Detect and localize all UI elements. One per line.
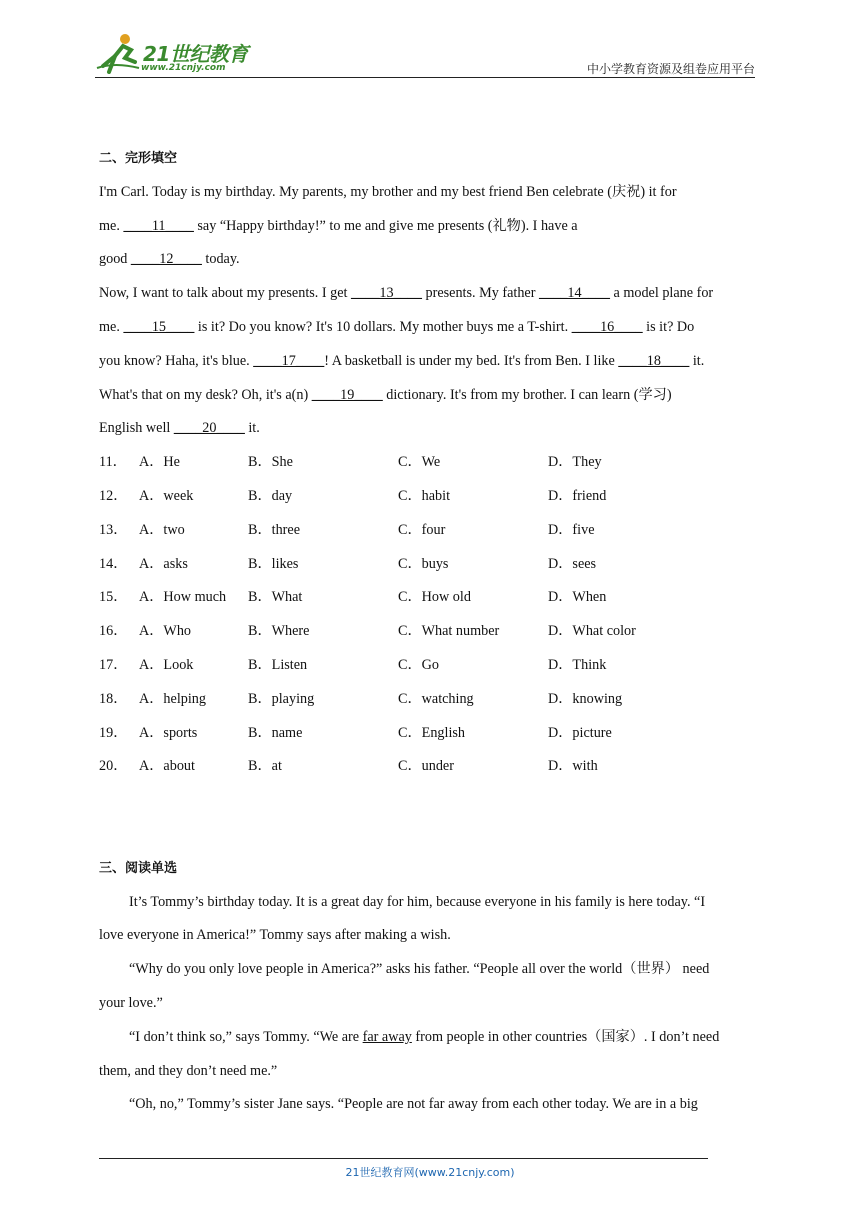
option-b[interactable]: B．Where [248, 623, 310, 640]
runner-icon [95, 32, 141, 74]
question-number: 19． [99, 724, 128, 741]
passage-text: I'm Carl. Today is my birthday. My parents, my brother and my best friend Ben celebrate (庆祝) it for [99, 183, 677, 200]
blank-12: ____12____ [130, 251, 202, 268]
option-a[interactable]: A．asks [139, 555, 188, 572]
option-d[interactable]: D．picture [548, 724, 612, 741]
question-list [99, 446, 763, 784]
site-logo[interactable] [95, 30, 295, 76]
passage-text: English well [99, 420, 174, 437]
passage-line: It’s Tommy’s birthday today. It is a great day for him, because everyone in his family is here today. “I [129, 893, 706, 910]
question-row [99, 581, 763, 615]
option-a[interactable]: A．two [139, 521, 185, 538]
passage-line: your love.” [99, 994, 163, 1011]
footer-divider [99, 1158, 708, 1159]
passage-line [99, 1021, 763, 1055]
question-row [99, 683, 763, 717]
option-b[interactable]: B．Listen [248, 656, 308, 673]
passage-line [99, 412, 763, 446]
passage-text: dictionary. It's from my brother. I can learn (学习) [382, 386, 672, 403]
blank-15: ____15____ [123, 318, 195, 335]
underlined-phrase: far away [362, 1028, 412, 1045]
question-number: 11． [99, 454, 127, 471]
passage-text: is it? Do you know? It's 10 dollars. My mother buys me a T-shirt. [194, 318, 572, 335]
passage-line [99, 277, 763, 311]
page-header [95, 30, 755, 78]
passage-line [99, 379, 763, 413]
option-b[interactable]: B．likes [248, 555, 299, 572]
option-a[interactable]: A．week [139, 487, 194, 504]
passage-text: me. [99, 318, 124, 335]
option-c[interactable]: C．What number [398, 623, 500, 640]
passage-text: What's that on my desk? Oh, it's a(n) [99, 386, 312, 403]
passage-line: “Why do you only love people in America?” asks his father. “People all over the world（世界） need [129, 961, 710, 978]
passage-text: it. [689, 352, 705, 369]
blank-20: ____20____ [173, 420, 245, 437]
passage-text: “I don’t think so,” says Tommy. “We are [129, 1028, 363, 1045]
question-number: 17． [99, 656, 128, 673]
passage-text: today. [201, 251, 240, 268]
option-d[interactable]: D．friend [548, 487, 607, 504]
question-row [99, 717, 763, 751]
section-title-reading: 三、阅读单选 [99, 860, 178, 876]
blank-18: ____18____ [618, 352, 690, 369]
question-number: 15． [99, 589, 128, 606]
option-b[interactable]: B．name [248, 724, 303, 741]
question-number: 14． [99, 555, 128, 572]
passage-text: say “Happy birthday!” to me and give me presents (礼物). I have a [193, 217, 578, 234]
question-number: 13． [99, 521, 128, 538]
passage-text: it. [244, 420, 260, 437]
option-a[interactable]: A．He [139, 454, 180, 471]
passage-line: “Oh, no,” Tommy’s sister Jane says. “People are not far away from each other today. We are in a big [129, 1096, 698, 1113]
question-row [99, 649, 763, 683]
option-a[interactable]: A．Who [139, 623, 192, 640]
passage-text: is it? Do [642, 318, 695, 335]
option-c[interactable]: C．English [398, 724, 466, 741]
passage-text: good [99, 251, 131, 268]
option-b[interactable]: B．playing [248, 690, 315, 707]
passage-text: ! A basketball is under my bed. It's from Ben. I like [324, 352, 619, 369]
logo-url: www.21cnjy.com [141, 63, 226, 73]
passage-line: them, and they don’t need me.” [99, 1062, 278, 1079]
option-d[interactable]: D．knowing [548, 690, 623, 707]
option-d[interactable]: D．sees [548, 555, 597, 572]
option-d[interactable]: D．What color [548, 623, 636, 640]
passage-text: from people in other countries（国家）. I don’t need [411, 1028, 720, 1045]
section-spacer [99, 784, 763, 852]
blank-13: ____13____ [351, 285, 422, 302]
option-d[interactable]: D．five [548, 521, 595, 538]
question-number: 16． [99, 623, 128, 640]
blank-14: ____14____ [539, 285, 610, 302]
option-c[interactable]: C．How old [398, 589, 471, 606]
passage-line [99, 176, 763, 210]
cloze-passage [99, 176, 763, 446]
question-number: 20． [99, 758, 128, 775]
blank-16: ____16____ [571, 318, 643, 335]
passage-line [99, 345, 763, 379]
option-a[interactable]: A．helping [139, 690, 206, 707]
question-row [99, 514, 763, 548]
passage-line: love everyone in America!” Tommy says after making a wish. [99, 927, 451, 944]
question-number: 18． [99, 690, 128, 707]
document-body [99, 142, 763, 1122]
option-c[interactable]: C．We [398, 454, 441, 471]
passage-text: you know? Haha, it's blue. [99, 352, 254, 369]
question-row [99, 615, 763, 649]
option-b[interactable]: B．What [248, 589, 303, 606]
passage-line [99, 311, 763, 345]
question-row [99, 480, 763, 514]
option-c[interactable]: C．buys [398, 555, 449, 572]
question-row [99, 446, 763, 480]
logo-wordmark: 21世纪教育 [143, 42, 248, 66]
footer-link[interactable]: 21世纪教育网(www.21cnjy.com) [345, 1166, 515, 1179]
option-b[interactable]: B．at [248, 758, 282, 775]
option-c[interactable]: C．four [398, 521, 446, 538]
option-a[interactable]: A．Look [139, 656, 194, 673]
passage-text: Now, I want to talk about my presents. I get [99, 285, 352, 302]
question-row [99, 750, 763, 784]
section-title-cloze: 二、完形填空 [99, 151, 178, 166]
question-row [99, 548, 763, 582]
option-c[interactable]: C．habit [398, 487, 451, 504]
option-c[interactable]: C．Go [398, 656, 439, 673]
blank-19: ____19____ [311, 386, 383, 403]
header-divider [95, 77, 755, 78]
question-number: 12． [99, 487, 128, 504]
option-a[interactable]: A．sports [139, 724, 198, 741]
option-a[interactable]: A．How much [139, 589, 227, 606]
blank-11: ____11____ [123, 217, 194, 234]
platform-name: 中小学教育资源及组卷应用平台 [586, 62, 755, 76]
option-d[interactable]: D．They [548, 454, 602, 471]
passage-line [99, 210, 763, 244]
option-d[interactable]: D．with [548, 758, 598, 775]
option-b[interactable]: B．day [248, 487, 293, 504]
option-b[interactable]: B．three [248, 521, 301, 538]
option-d[interactable]: D．Think [548, 656, 607, 673]
passage-text: presents. My father [421, 285, 539, 302]
option-c[interactable]: C．under [398, 758, 454, 775]
option-a[interactable]: A．about [139, 758, 195, 775]
passage-text: me. [99, 217, 124, 234]
passage-text: a model plane for [609, 285, 714, 302]
blank-17: ____17____ [253, 352, 325, 369]
passage-line [99, 243, 763, 277]
option-d[interactable]: D．When [548, 589, 607, 606]
option-c[interactable]: C．watching [398, 690, 474, 707]
option-b[interactable]: B．She [248, 454, 293, 471]
reading-passage [99, 886, 763, 1123]
